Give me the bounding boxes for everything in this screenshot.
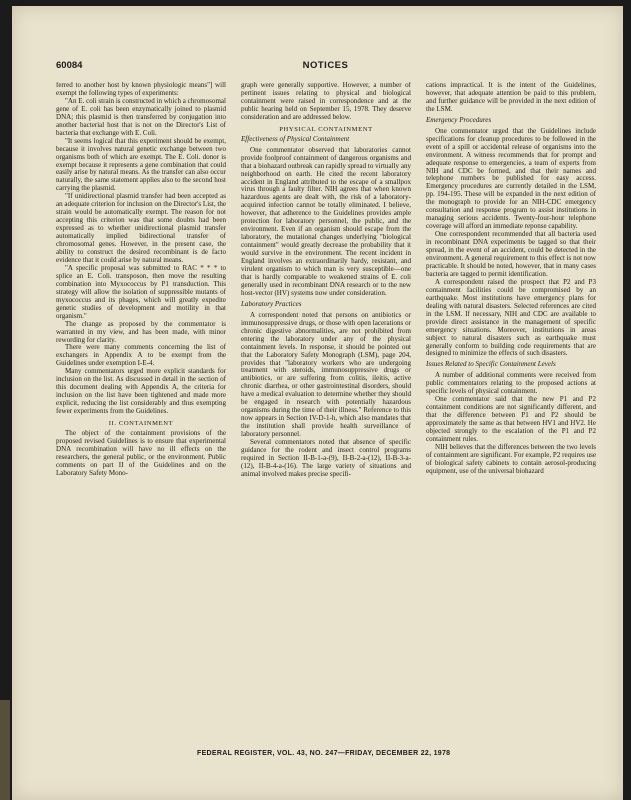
- paragraph: Many commentators urged more explicit standards for inclusion on the list. As discussed in detail in the section of this document dealing with Appendix A, the criteria for inclusion on the list have been tightened and made more explicit, reducing the list considerably and thus exempting fewer experiments from the Guidelines.: [56, 367, 226, 416]
- paragraph: One commentator said that the new P1 and P2 containment conditions are not significantly different, and that the difference between P1 and P2 should be approximately the same as that between HV1 and HV2. He objected strongly to the escalation of the P1 and P2 containment rules.: [426, 395, 596, 443]
- paragraph: The object of the containment provisions of the proposed revised Guidelines is to ensure that experimental DNA recombination will have no ill effects on the researchers, the general public, or the environment. Public comments on part II of the Guidelines and on the Laboratory Safety Mono-: [56, 429, 226, 477]
- page-number: 60084: [56, 60, 83, 71]
- subheading-specific-containment-levels: Issues Related to Specific Containment Levels: [426, 360, 556, 369]
- paragraph: "An E. coli strain is constructed in which a chromosomal gene of E. coli has been enzymatically joined to plasmid DNA; this plasmid is then transferred by conjugation into another bacterial host that is not on the Director's List of bacteria that exchange with E. Coli.: [56, 96, 226, 137]
- page-footer: FEDERAL REGISTER, VOL. 43, NO. 247—FRIDAY, DECEMBER 22, 1978: [197, 750, 451, 757]
- column-3: [426, 82, 596, 732]
- paragraph: NIH believes that the differences between the two levels of containment are significant. For example, P2 requires use of biological safety cabinets to contain aerosol-producing equipment, use of the universal biohazard: [426, 442, 596, 475]
- document-page: [12, 6, 623, 800]
- column-1: [56, 82, 226, 732]
- column-2: [241, 82, 411, 732]
- paragraph: A correspondent noted that persons on antibiotics or immunosuppressive drugs, or those with open lacerations or chronic digestive abnormalities, are not prohibited from entering the laboratory under any of the physical containment levels. In response, it should be pointed out that the Laboratory Safety Monograph (LSM), page 204, provides that "laboratory workers who are undergoing treatment with steroids, immunosuppressive drugs or antibiotics, or are suffering from colitis, ileitis, active chronic diarrhea, or other gastrointestinal disorders, should have a medical evaluation to determine whether they should be engaged in research with potentially hazardous organisms during the time of their illness." Reference to this now appears in Section IV-D-1-h, which also mandates that the institution shall provide health surveillance of laboratory personnel.: [241, 310, 411, 439]
- paragraph: A correspondent raised the prospect that P2 and P3 containment facilities could be compromised by an earthquake. Most institutions have emergency plans for dealing with natural disasters. Selected references are cited in the LSM. If necessary, NIH and CDC are available to provide direct assistance in the management of specific emergency situations. Moreover, institutions in areas subject to natural disasters such as earthquake must generally conform to building code requirements that are designed to minimize the effects of such disasters.: [426, 277, 596, 358]
- paragraph: "A specific proposal was submitted to RAC * * * to splice an E. Coli. transposon, then move the resulting combination into Myxococcus by P1 transduction. This strategy will allow the isolation of suppressible mutants of myxococcus and its phages, which will greatly expedite genetic studies of development and motility in that organism.": [56, 263, 226, 320]
- section-heading-containment: II. CONTAINMENT: [108, 420, 174, 428]
- paragraph: ferred to another host by known physiologic means"] will exempt the following types of experiments:: [56, 82, 226, 97]
- subheading-emergency-procedures: Emergency Procedures: [426, 115, 492, 124]
- paragraph: There were many comments concerning the list of exchangers in Appendix A to be exempt from the Guidelines under exemption I-E-4.: [56, 343, 226, 368]
- paragraph: A number of additional comments were received from public commentators relating to the proposed actions at specific levels of physical containment.: [426, 371, 596, 396]
- paragraph: The change as proposed by the commentator is warranted in my view, and has been made, with minor rewording for clarity.: [56, 319, 226, 344]
- subheading-laboratory-practices: Laboratory Practices: [241, 299, 302, 308]
- paragraph: "If unidirectional plasmid transfer had been accepted as an adequate criterion for inclusion on the Director's List, the strain would be automatically exempt. The reason for not accepting this criterion was that some doubts had been expressed as to whether unidirectional plasmid transfer automatically implied bidirectional transfer of chromosomal genes. However, in the present case, the ability to construct the desired recombinant is de facto evidence that it could arise by natural means.: [56, 192, 226, 264]
- paragraph: "It seems logical that this experiment should be exempt, because it involves natural genetic exchange between two organisms both of which are exempt. The E. Coli. donor is exempt because it represents a gene combination that could easily arise by natural means. As the transfer can also occur naturally, the same statement applies also to the second host carrying the plasmid.: [56, 136, 226, 193]
- heading-physical-containment: PHYSICAL CONTAINMENT: [279, 125, 373, 133]
- binding-edge: [0, 700, 10, 800]
- paragraph: graph were generally supportive. However, a number of pertinent issues relating to physical and biological containment were raised in correspondence and at the public hearing held on September 15, 1978. They deserve consideration and are addressed below.: [241, 82, 411, 121]
- page-header: [56, 60, 595, 74]
- paragraph: Several commentators noted that absence of specific guidance for the rodent and insect control programs required in Section II-B-1-a-(9), II-B-2-a-(12), II-B-3-a-(12), II-B-4-a-(16). The large variety of situations and animal involved makes precise specifi-: [241, 438, 411, 478]
- paragraph: One commentator urged that the Guidelines include specifications for cleanup procedures to be followed in the event of a spill or accidental release of organisms into the environment. A witness recommends that for prompt and adequate response to emergencies, a team of experts from NIH and CDC be formed, and that their names and telephone numbers be published for easy access. Emergency procedures are currently detailed in the LSM, pp. 194-195. These will be expanded in the next edition of the monograph to provide for an NIH-CDC emergency consultation and response program to assist institutions in managing serious accidents. Twenty-four-hour telephone coverage will afford an immediate reponse capability.: [426, 126, 596, 231]
- text-columns: [56, 82, 611, 732]
- paragraph: One correspondent recommended that all bacteria used in recombinant DNA experiments be tagged so that their spread, in the event of an accident, could be detected in the environment. A general requirement to this effect is not now practicable. It should be noted, however, that in many cases bacteria are tagged to permit identification.: [426, 230, 596, 278]
- paragraph: cations impractical. It is the intent of the Guidelines, however, that adequate attention be paid to this problem, and further guidance will be provided in the next edition of the LSM.: [426, 82, 596, 113]
- paragraph: One commentator observed that laboratories cannot provide foolproof containment of dangerous organisms and that a biohazard outbreak can rapidly spread to virtually any neighborhood on earth. He cited the recent laboratory accident in England attributed to the escape of a smallpox virus through a faulty filter. NIH agrees that when known hazardous agents are dealt with, the risk of a laboratory-acquired infection cannot be totally eliminated. I believe, however, that adherence to the Guidelines provides ample protection for laboratory personnel, the public, and the environment. Even if an organism should escape from the laboratory, the mutational changes underlying "biological containment" would greatly decrease the probability that it would survive in the environment. The recent incident in England involves an extraordinarily hardy, resistant, and virulent organism to which man is very susceptible—one that is hardly comparable to weakened strains of E. coli generally used in recombinant DNA research or to the new host-vector (HV) systems now under consideration.: [241, 145, 411, 297]
- subheading-effectiveness: Effectiveness of Physical Containment: [241, 134, 350, 143]
- section-title: NOTICES: [302, 60, 349, 71]
